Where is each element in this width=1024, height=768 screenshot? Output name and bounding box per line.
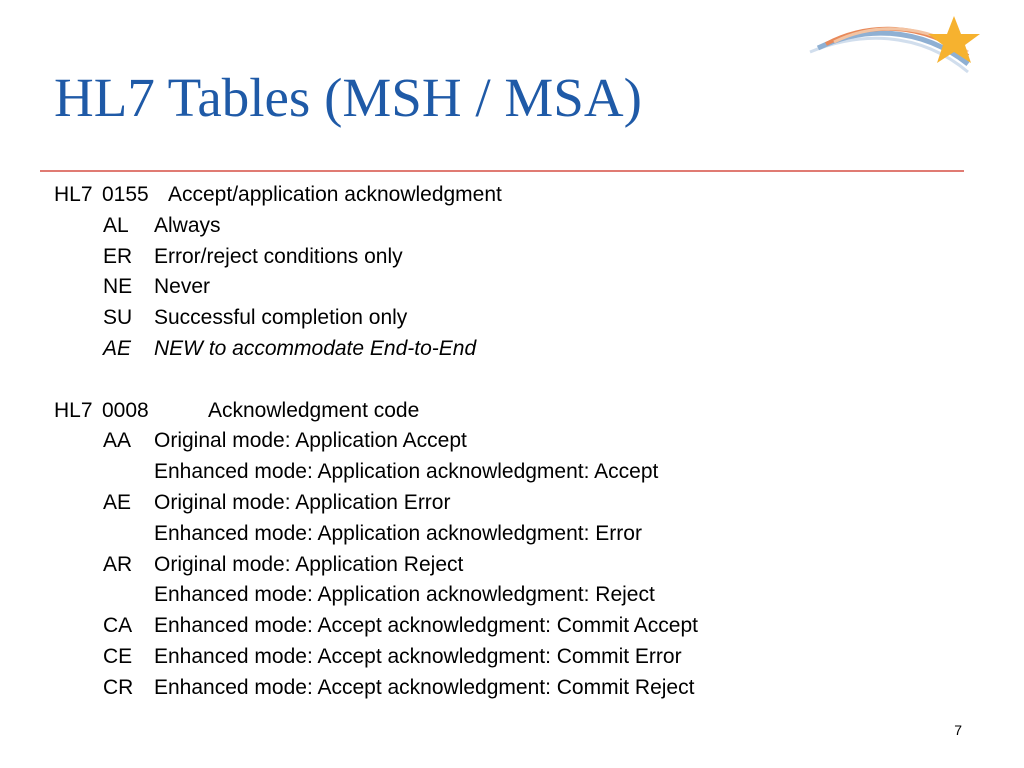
table-0155-header: [54, 180, 954, 211]
entry-code: CR: [103, 675, 134, 699]
spacer: [54, 365, 954, 396]
list-item: [54, 426, 954, 457]
entry-desc: Original mode: Application Error: [154, 490, 451, 514]
table-prefix: HL7: [54, 183, 93, 206]
entry-code: AA: [103, 429, 132, 453]
entry-desc: Never: [154, 275, 211, 299]
table-name: Acknowledgment code: [208, 398, 420, 422]
slide-body: [54, 180, 954, 704]
entry-desc: Enhanced mode: Application acknowledgment: Error: [154, 521, 642, 545]
list-item: [54, 550, 954, 581]
list-item: [54, 272, 954, 303]
list-item: [54, 211, 954, 242]
entry-desc: Enhanced mode: Application acknowledgment: Accept: [154, 460, 659, 484]
entry-desc: Enhanced mode: Accept acknowledgment: Commit Reject: [154, 675, 695, 699]
entry-desc: Enhanced mode: Accept acknowledgment: Commit Accept: [154, 614, 698, 638]
list-item: [54, 642, 954, 673]
list-item: [54, 673, 954, 704]
entry-code: CE: [103, 644, 133, 668]
entry-code: ER: [103, 244, 133, 268]
list-item: [54, 303, 954, 334]
table-name: Accept/application acknowledgment: [168, 183, 502, 206]
list-item: [54, 611, 954, 642]
title-divider: [40, 170, 964, 172]
star-swoosh-logo: [808, 12, 998, 102]
list-item: [54, 488, 954, 519]
entry-code: SU: [103, 306, 133, 330]
list-item: [54, 519, 954, 550]
entry-code: AL: [103, 213, 129, 237]
table-0008-header: [54, 396, 954, 427]
entry-code: AE: [103, 336, 132, 360]
table-code: 0008: [102, 398, 149, 422]
entry-desc: Successful completion only: [154, 306, 408, 330]
entry-code: CA: [103, 614, 133, 638]
entry-desc: Original mode: Application Accept: [154, 429, 467, 453]
page-title: HL7 Tables (MSH / MSA): [54, 67, 642, 128]
entry-code: AR: [103, 552, 133, 576]
table-prefix: HL7: [54, 398, 93, 422]
entry-desc: Enhanced mode: Application acknowledgment: Reject: [154, 583, 655, 607]
entry-code: NE: [103, 275, 133, 299]
page-number: 7: [954, 722, 962, 738]
entry-desc: Enhanced mode: Accept acknowledgment: Commit Error: [154, 644, 682, 668]
entry-desc: Error/reject conditions only: [154, 244, 403, 268]
entry-desc: Original mode: Application Reject: [154, 552, 464, 576]
table-code: 0155: [102, 183, 149, 206]
list-item: [54, 457, 954, 488]
list-item: [54, 242, 954, 273]
entry-desc: NEW to accommodate End-to-End: [154, 336, 477, 360]
list-item: [54, 580, 954, 611]
list-item: [54, 334, 954, 365]
entry-code: AE: [103, 490, 132, 514]
entry-desc: Always: [154, 213, 221, 237]
